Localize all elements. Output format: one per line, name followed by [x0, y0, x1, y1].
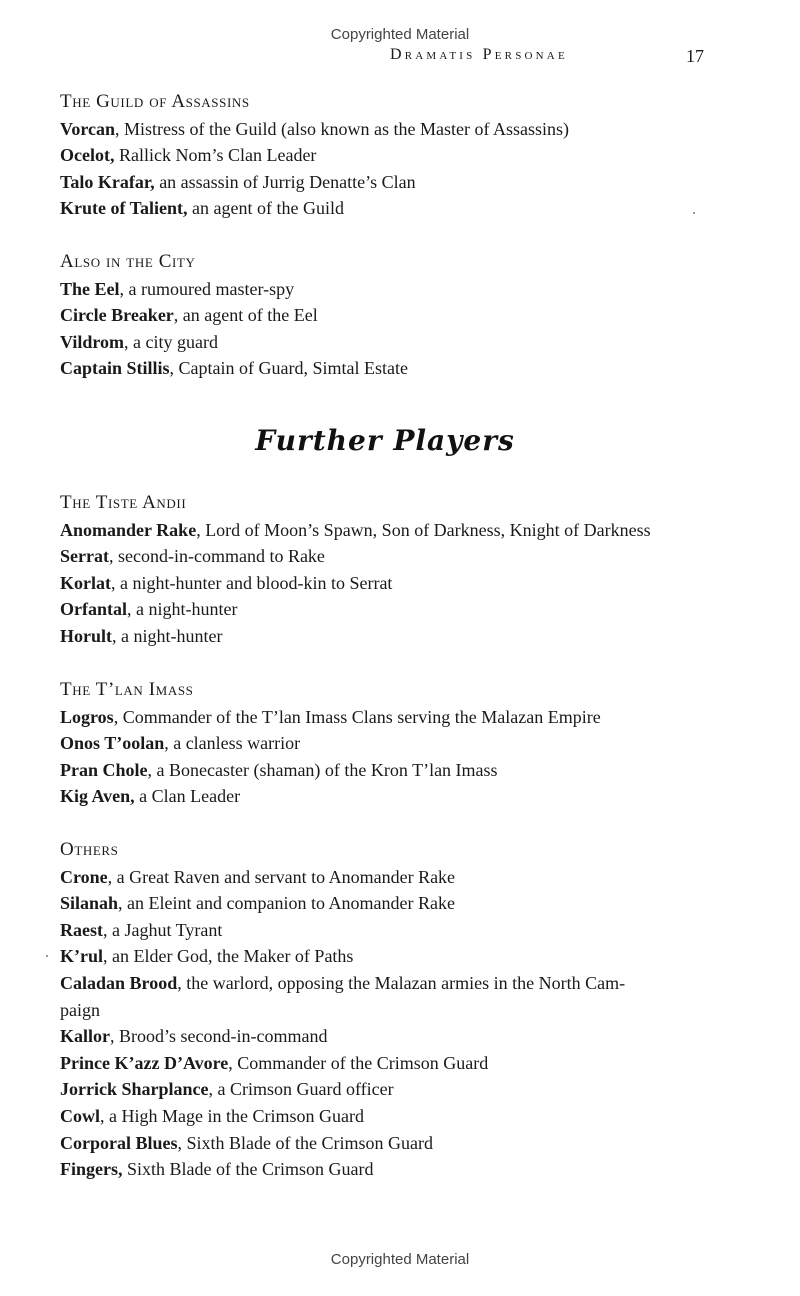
character-name: Orfantal [60, 599, 127, 620]
further-players-title: Further Players [255, 424, 515, 457]
character-entry [60, 1050, 740, 1077]
scan-speck [46, 955, 48, 957]
character-description: Sixth Blade of the Crimson Guard [122, 1159, 374, 1180]
character-entry [60, 195, 740, 222]
character-entry [60, 890, 740, 917]
character-entry [60, 997, 740, 1024]
character-name: Captain Stillis [60, 358, 170, 379]
character-name: Corporal Blues [60, 1132, 178, 1153]
character-description: , Commander of the T’lan Imass Clans serving the Malazan Empire [113, 706, 601, 727]
character-description: , Mistress of the Guild (also known as the Master of Assassins) [115, 118, 569, 139]
character-name: Cowl [60, 1105, 100, 1126]
character-description: , a night-hunter and blood-kin to Serrat [111, 572, 393, 593]
character-name: Kallor [60, 1026, 110, 1047]
character-entry [60, 596, 740, 623]
character-entry [60, 783, 740, 810]
character-name: Silanah [60, 893, 119, 914]
character-name: Talo Krafar, [60, 171, 155, 192]
character-name: The Eel [60, 278, 120, 299]
character-description: , a city guard [124, 331, 218, 352]
page-number: 17 [686, 46, 704, 66]
character-name: Prince K’azz D’Avore [60, 1052, 229, 1073]
character-description: , a clanless warrior [164, 733, 301, 754]
section-heading: Others [60, 839, 119, 860]
character-description: , a Bonecaster (shaman) of the Kron T’lan Imass [147, 759, 498, 780]
character-entry [60, 1103, 740, 1130]
character-description: , a Jaghut Tyrant [103, 919, 223, 940]
character-entry [60, 864, 740, 891]
copyright-watermark-top: Copyrighted Material [330, 26, 470, 43]
character-entry [60, 116, 740, 143]
character-description: paign [60, 999, 100, 1020]
character-entry [60, 943, 740, 970]
character-description: a Clan Leader [134, 786, 241, 807]
character-description: , an Elder God, the Maker of Paths [103, 946, 354, 967]
character-entry [60, 543, 740, 570]
character-description: , a night-hunter [112, 625, 223, 646]
character-name: K’rul [60, 946, 103, 967]
character-name: Logros [60, 706, 114, 727]
character-description: , a Great Raven and servant to Anomander Rake [107, 866, 456, 887]
section-others [60, 837, 740, 1183]
character-entry [60, 570, 740, 597]
scan-speck [693, 212, 695, 214]
section-guild-of-assassins [60, 89, 740, 222]
character-description: an assassin of Jurrig Denatte’s Clan [154, 171, 416, 192]
section-tlan-imass [60, 677, 740, 810]
character-entry [60, 730, 740, 757]
character-description: , a night-hunter [127, 599, 238, 620]
character-name: Pran Chole [60, 759, 148, 780]
character-entry [60, 355, 740, 382]
character-description: , Brood’s second-in-command [110, 1026, 328, 1047]
copyright-watermark-bottom: Copyrighted Material [330, 1251, 470, 1268]
section-heading: The Guild of Assassins [60, 91, 250, 112]
character-description: an agent of the Guild [187, 198, 344, 219]
character-name: Caladan Brood [60, 972, 178, 993]
character-description: , a rumoured master-spy [119, 278, 295, 299]
running-head: Dramatis Personae [390, 46, 568, 63]
character-description: Rallick Nom’s Clan Leader [114, 145, 317, 166]
character-name: Korlat [60, 572, 111, 593]
character-entry [60, 276, 740, 303]
character-description: , the warlord, opposing the Malazan armies in the North Cam- [177, 972, 626, 993]
character-entry [60, 1023, 740, 1050]
character-name: Anomander Rake [60, 519, 197, 540]
section-heading: The Tiste Andii [60, 492, 187, 513]
character-name: Raest [60, 919, 103, 940]
section-also-in-the-city [60, 249, 740, 382]
character-description: , Commander of the Crimson Guard [228, 1052, 489, 1073]
character-entry [60, 704, 740, 731]
character-entry [60, 169, 740, 196]
character-entry [60, 302, 740, 329]
character-name: Horult [60, 625, 112, 646]
character-name: Jorrick Sharplance [60, 1079, 209, 1100]
character-name: Kig Aven, [60, 786, 135, 807]
character-entry [60, 917, 740, 944]
character-name: Fingers, [60, 1159, 123, 1180]
character-name: Circle Breaker [60, 305, 174, 326]
character-name: Onos T’oolan [60, 733, 165, 754]
character-name: Krute of Talient, [60, 198, 188, 219]
character-entry [60, 757, 740, 784]
character-description: , second-in-command to Rake [108, 546, 325, 567]
character-description: , a Crimson Guard officer [208, 1079, 394, 1100]
character-description: , Sixth Blade of the Crimson Guard [177, 1132, 433, 1153]
character-entry [60, 623, 740, 650]
character-name: Serrat [60, 546, 109, 567]
character-name: Vildrom [60, 331, 125, 352]
character-description: , an Eleint and companion to Anomander Rake [118, 893, 455, 914]
character-entry [60, 142, 740, 169]
character-name: Vorcan [60, 118, 116, 139]
character-entry [60, 970, 740, 997]
character-name: Crone [60, 866, 108, 887]
section-heading: The T’lan Imass [60, 679, 194, 700]
character-description: , Lord of Moon’s Spawn, Son of Darkness, Knight of Darkness [196, 519, 651, 540]
character-entry [60, 1156, 740, 1183]
character-entry [60, 517, 740, 544]
character-entry [60, 329, 740, 356]
character-description: , an agent of the Eel [173, 305, 318, 326]
character-entry [60, 1076, 740, 1103]
character-description: , a High Mage in the Crimson Guard [100, 1105, 364, 1126]
character-name: Ocelot, [60, 145, 115, 166]
section-heading: Also in the City [60, 251, 196, 272]
character-description: , Captain of Guard, Simtal Estate [169, 358, 408, 379]
character-entry [60, 1130, 740, 1157]
section-tiste-andii [60, 490, 740, 650]
